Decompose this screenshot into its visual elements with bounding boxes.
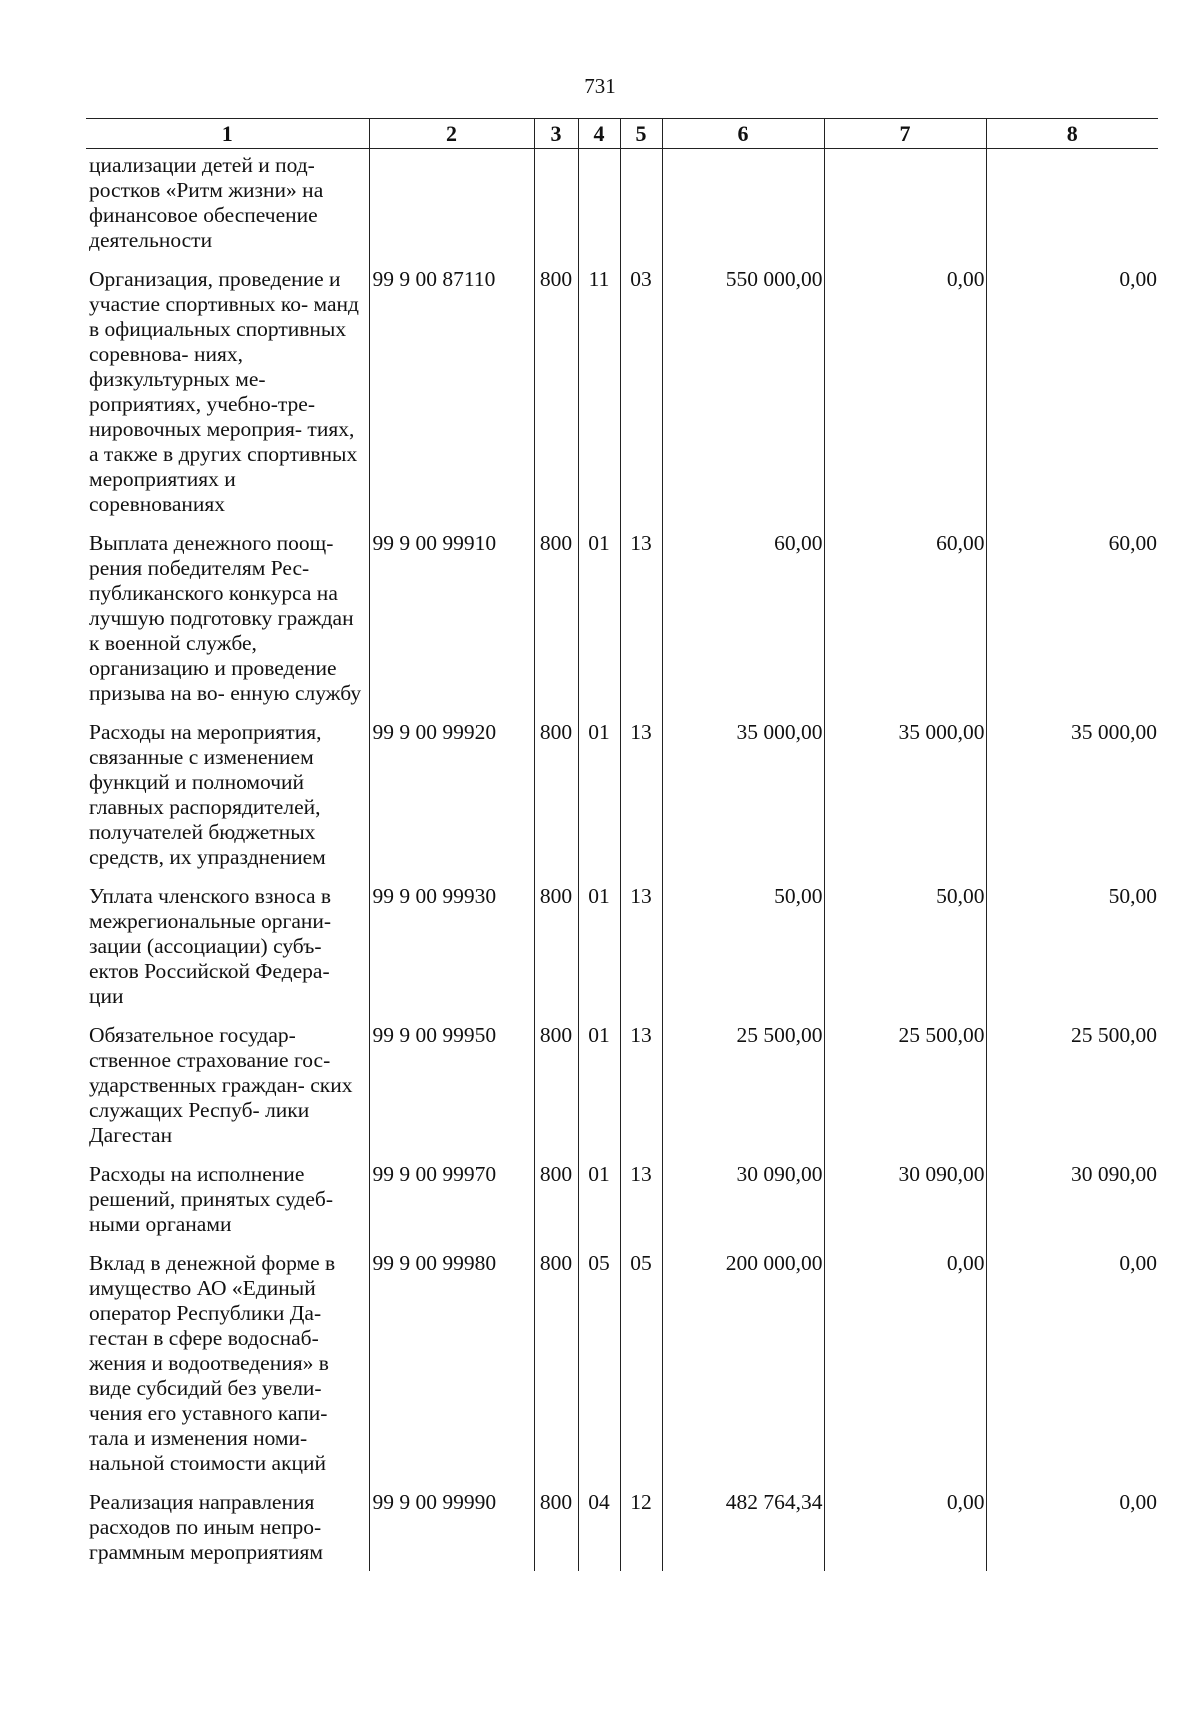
table-row [86, 253, 1158, 517]
row-name: Реализация направления расходов по иным непро- граммным мероприятиям [89, 1490, 323, 1564]
row-value-8: 50,00 [986, 870, 1158, 1009]
row-value-7: 0,00 [824, 1237, 986, 1476]
row-code: 99 9 00 99970 [369, 1148, 534, 1237]
table-row [86, 1009, 1158, 1148]
row-value-8: 60,00 [986, 517, 1158, 706]
row-value-8: 0,00 [986, 1476, 1158, 1571]
table-row [86, 706, 1158, 870]
page-number: 731 [584, 74, 616, 98]
row-value-6: 35 000,00 [662, 706, 824, 870]
header-row [86, 119, 1158, 149]
row-col5: 05 [620, 1237, 662, 1476]
row-name: Расходы на исполнение решений, принятых судеб- ными органами [89, 1162, 334, 1236]
row-value-7 [824, 149, 986, 254]
row-value-7: 60,00 [824, 517, 986, 706]
column-header-8: 8 [986, 119, 1158, 149]
row-value-6: 60,00 [662, 517, 824, 706]
row-value-8: 35 000,00 [986, 706, 1158, 870]
table-row [86, 149, 1158, 254]
budget-table [86, 118, 1158, 1571]
row-col5: 13 [620, 1009, 662, 1148]
row-col3: 800 [534, 1009, 578, 1148]
row-col4: 01 [578, 870, 620, 1009]
row-value-6: 25 500,00 [662, 1009, 824, 1148]
table-row [86, 517, 1158, 706]
row-value-8 [986, 149, 1158, 254]
column-header-6: 6 [662, 119, 824, 149]
row-value-6: 50,00 [662, 870, 824, 1009]
row-col4: 01 [578, 517, 620, 706]
row-code: 99 9 00 99930 [369, 870, 534, 1009]
row-value-7: 25 500,00 [824, 1009, 986, 1148]
row-value-7: 35 000,00 [824, 706, 986, 870]
table-row [86, 1237, 1158, 1476]
row-col3: 800 [534, 1148, 578, 1237]
column-header-4: 4 [578, 119, 620, 149]
row-col5: 03 [620, 253, 662, 517]
row-col5: 13 [620, 517, 662, 706]
row-name: Организация, проведение и участие спортивных ко- манд в официальных спортивных соревнова- ниях, физкультурных ме- роприятиях, учебно-тре- нировочных мероприя- тиях, а также в других спортивных мероприятиях и соревнованиях [89, 267, 359, 516]
row-value-6: 482 764,34 [662, 1476, 824, 1571]
row-col3: 800 [534, 517, 578, 706]
table-header [86, 119, 1158, 149]
column-header-5: 5 [620, 119, 662, 149]
table-row [86, 1476, 1158, 1571]
row-col3: 800 [534, 870, 578, 1009]
row-value-6: 30 090,00 [662, 1148, 824, 1237]
budget-table-container [86, 118, 1158, 1571]
row-code: 99 9 00 87110 [369, 253, 534, 517]
row-code: 99 9 00 99950 [369, 1009, 534, 1148]
row-code: 99 9 00 99990 [369, 1476, 534, 1571]
row-col4: 04 [578, 1476, 620, 1571]
row-col5: 13 [620, 1148, 662, 1237]
column-header-2: 2 [369, 119, 534, 149]
row-name: Обязательное государ- ственное страхование гос- ударственных граждан- ских служащих Респуб- лики Дагестан [89, 1023, 353, 1147]
row-col4 [578, 149, 620, 254]
row-name: циализации детей и под- ростков «Ритм жизни» на финансовое обеспечение деятельности [89, 153, 324, 252]
row-value-7: 30 090,00 [824, 1148, 986, 1237]
row-col3: 800 [534, 706, 578, 870]
column-header-3: 3 [534, 119, 578, 149]
column-header-1: 1 [86, 119, 369, 149]
row-name: Вклад в денежной форме в имущество АО «Единый оператор Республики Да- гестан в сфере водоснаб- жения и водоотведения» в виде субсидий без увели- чения его уставного капи- тала и изменения номи- нальной стоимости акций [89, 1251, 336, 1475]
row-value-8: 25 500,00 [986, 1009, 1158, 1148]
row-value-6 [662, 149, 824, 254]
row-code: 99 9 00 99980 [369, 1237, 534, 1476]
row-value-8: 30 090,00 [986, 1148, 1158, 1237]
row-col4: 01 [578, 1009, 620, 1148]
row-code: 99 9 00 99910 [369, 517, 534, 706]
table-row [86, 870, 1158, 1009]
row-value-8: 0,00 [986, 1237, 1158, 1476]
row-col5: 13 [620, 870, 662, 1009]
row-col3 [534, 149, 578, 254]
table-body [86, 149, 1158, 1572]
row-col4: 01 [578, 1148, 620, 1237]
row-col4: 05 [578, 1237, 620, 1476]
row-col3: 800 [534, 1237, 578, 1476]
row-col4: 01 [578, 706, 620, 870]
row-value-7: 0,00 [824, 1476, 986, 1571]
table-row [86, 1148, 1158, 1237]
row-col4: 11 [578, 253, 620, 517]
row-col5: 12 [620, 1476, 662, 1571]
row-value-7: 50,00 [824, 870, 986, 1009]
row-value-6: 200 000,00 [662, 1237, 824, 1476]
row-name: Выплата денежного поощ- рения победителям Рес- публиканского конкурса на лучшую подготовку граждан к военной службе, организацию и проведение призыва на во- енную службу [89, 531, 362, 705]
row-col3: 800 [534, 253, 578, 517]
row-code: 99 9 00 99920 [369, 706, 534, 870]
row-value-7: 0,00 [824, 253, 986, 517]
row-code [369, 149, 534, 254]
row-value-6: 550 000,00 [662, 253, 824, 517]
row-col3: 800 [534, 1476, 578, 1571]
column-header-7: 7 [824, 119, 986, 149]
row-col5 [620, 149, 662, 254]
row-name: Уплата членского взноса в межрегиональные органи- зации (ассоциации) субъ- ектов Российской Федера- ции [89, 884, 332, 1008]
row-value-8: 0,00 [986, 253, 1158, 517]
row-col5: 13 [620, 706, 662, 870]
row-name: Расходы на мероприятия, связанные с изменением функций и полномочий главных распорядителей, получателей бюджетных средств, их упразднением [89, 720, 326, 869]
